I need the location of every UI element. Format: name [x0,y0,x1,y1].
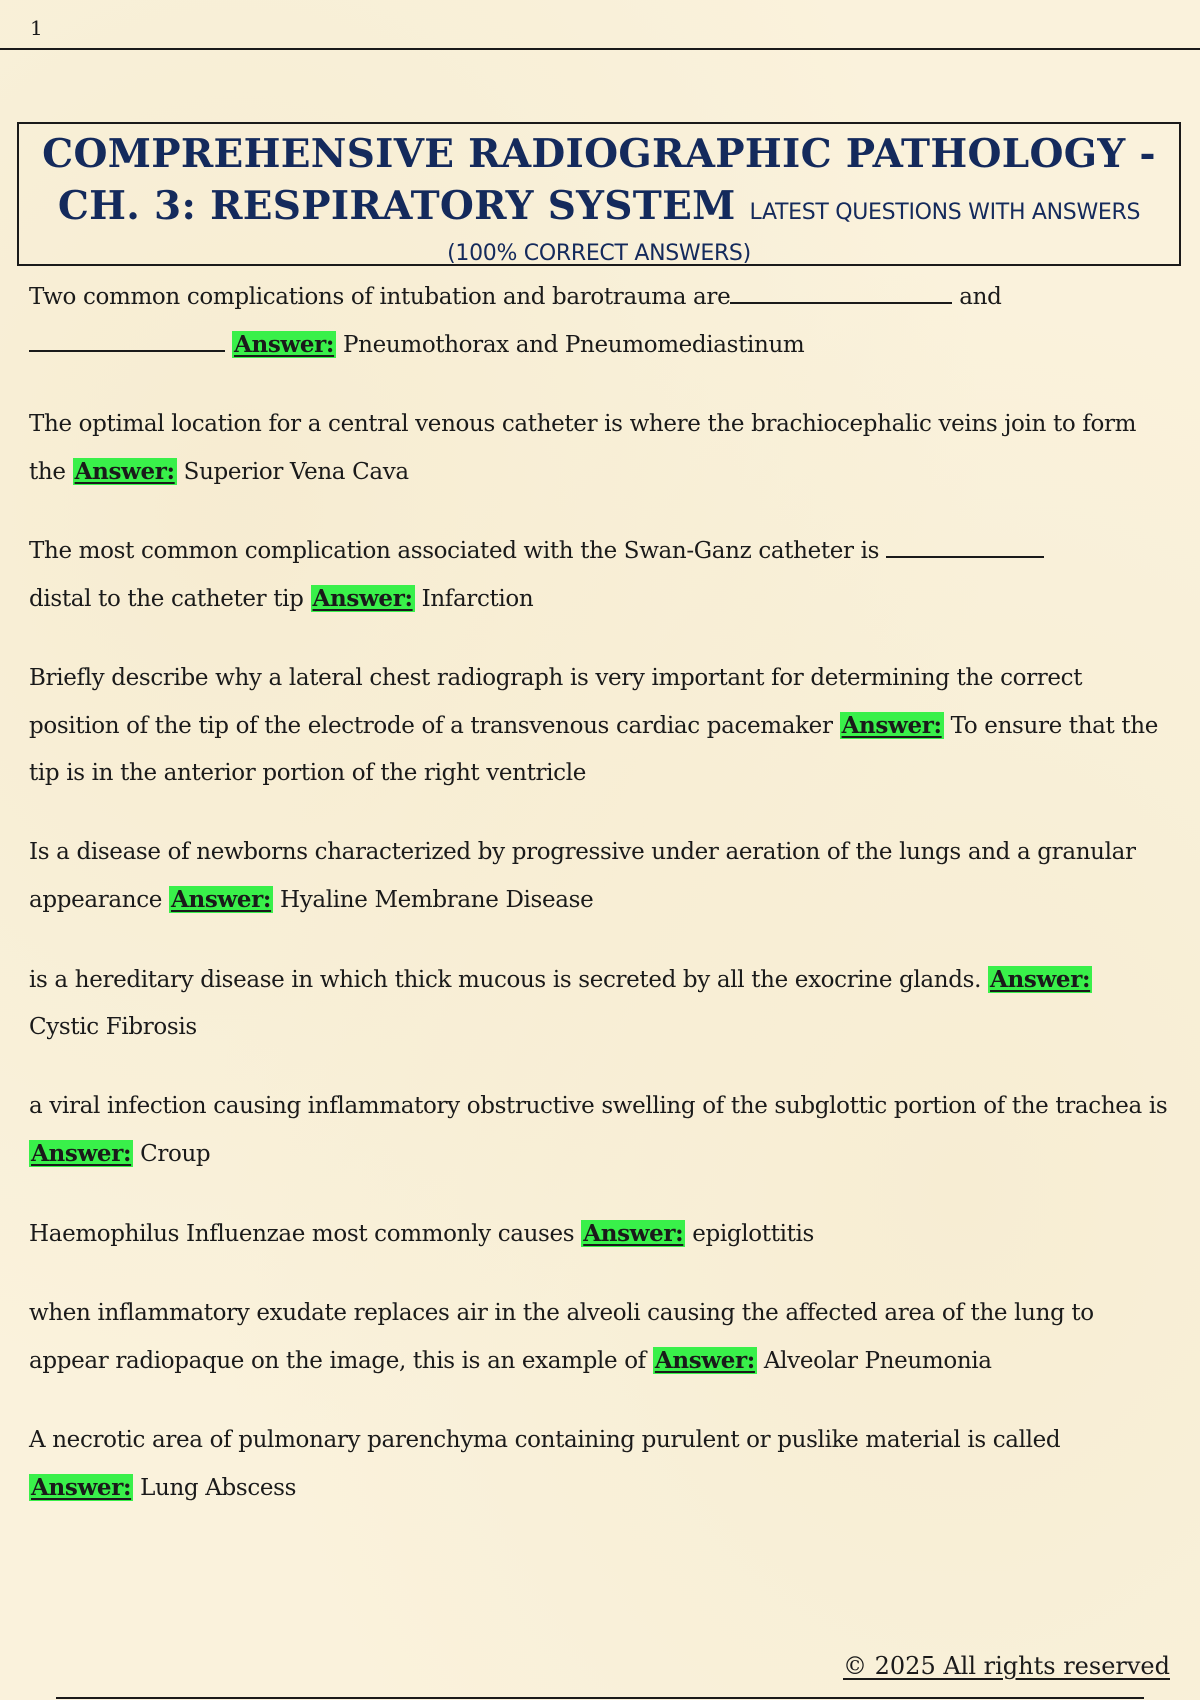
question-text: Briefly describe why a lateral chest radiograph is very important for determining the correct position of the tip of the electrode of a transvenous cardiac pacemaker [29,665,1083,739]
title-line-2 [19,180,1179,239]
answer-text: Superior Vena Cava [183,459,409,485]
page-number: 1 [30,16,43,40]
answer-text: To ensure that the tip is in the anterior portion of the right ventricle [29,713,1159,786]
question-text: Is a disease of newborns characterized by progressive under aeration of the lungs and a granular appearance [29,839,1136,913]
answer-label: Answer: [31,1140,132,1167]
question-text: a viral infection causing inflammatory obstructive swelling of the subglottic portion of the trachea is [29,1093,1168,1119]
answer-label: Answer: [841,712,942,739]
answer-label: Answer: [74,458,175,485]
footer-divider [56,1697,1144,1699]
qa-list [29,274,1174,1544]
qa-item-7 [29,1083,1174,1178]
qa-item-2 [29,401,1174,496]
title-line-1: COMPREHENSIVE RADIOGRAPHIC PATHOLOGY - [42,131,1156,177]
copyright-footer: © 2025 All rights reserved [843,1652,1170,1680]
qa-item-3 [29,528,1174,623]
answer-text: Cystic Fibrosis [29,1014,197,1040]
qa-item-10 [29,1417,1174,1512]
question-text: when inflammatory exudate replaces air in the alveoli causing the affected area of the lung to appear radiopaque on the image, this is an example of [29,1300,1094,1374]
question-text: and [952,284,1002,310]
header-divider [0,48,1200,50]
title-line-2-text: CH. 3: RESPIRATORY SYSTEM [57,183,736,229]
answer-text: Alveolar Pneumonia [763,1348,992,1374]
answer-blank [29,328,225,352]
qa-item-8 [29,1210,1174,1258]
answer-text: Croup [140,1141,211,1167]
question-text: Haemophilus Influenzae most commonly causes [29,1221,575,1247]
question-text: The optimal location for a central venous catheter is where the brachiocephalic veins join to form the [29,411,1137,485]
qa-item-1 [29,274,1174,369]
title-subtitle: LATEST QUESTIONS WITH ANSWERS [749,200,1141,225]
qa-item-5 [29,829,1174,924]
answer-text: Lung Abscess [140,1475,297,1501]
answer-label: Answer: [654,1347,755,1374]
answer-label: Answer: [31,1474,132,1501]
answer-blank [730,280,952,304]
qa-item-6 [29,956,1174,1051]
question-text: distal to the catheter tip [29,586,304,612]
question-text: is a hereditary disease in which thick mucous is secreted by all the exocrine glands. [29,967,982,993]
answer-label: Answer: [583,1220,684,1247]
answer-label: Answer: [170,886,272,913]
answer-label: Answer: [990,966,1091,993]
answer-text: epiglottitis [692,1221,814,1247]
answer-blank [886,534,1044,558]
question-text: A necrotic area of pulmonary parenchyma containing purulent or puslike material is called [29,1427,1061,1453]
answer-label: Answer: [312,585,413,612]
answer-text: Pneumothorax and Pneumomediastinum [343,332,805,358]
qa-item-4 [29,655,1174,797]
question-text: Two common complications of intubation and barotrauma are [29,284,731,310]
qa-item-9 [29,1290,1174,1385]
question-text: The most common complication associated with the Swan-Ganz catheter is [29,538,880,564]
answer-label: Answer: [233,331,335,358]
answer-text: Hyaline Membrane Disease [280,887,594,913]
title-subtitle-2: (100% CORRECT ANSWERS) [447,241,751,266]
answer-text: Infarction [421,586,534,612]
title-box [17,122,1181,266]
